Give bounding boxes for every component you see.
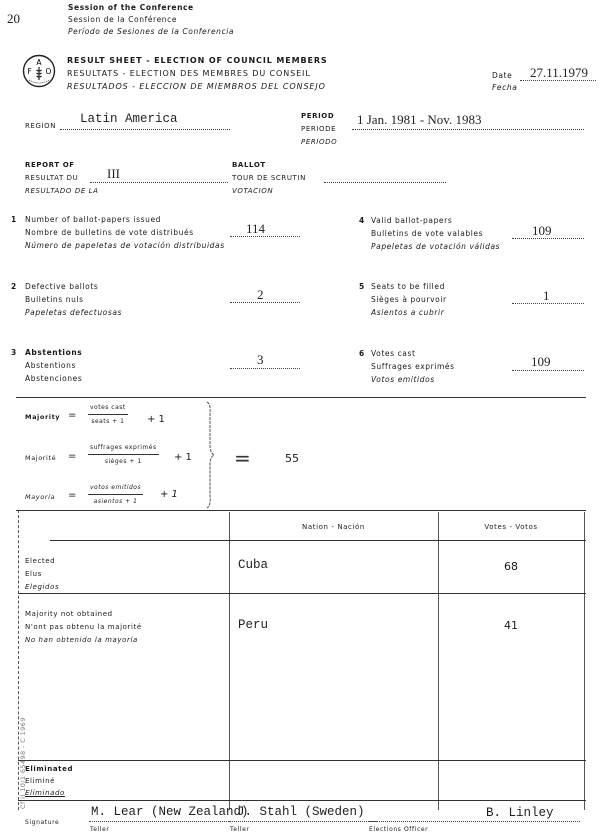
fraction-numerator: suffrages exprimés [88, 444, 159, 455]
count-label-en: Abstentions [25, 348, 83, 357]
title-fr: RESULTATS - ELECTION DES MEMBRES DU CONSEIL [67, 69, 311, 78]
nation-cell: Cuba [238, 558, 269, 572]
count-label-es: Asientos a cubrir [371, 308, 445, 317]
count-value: 109 [532, 223, 552, 238]
count-field[interactable] [512, 355, 584, 371]
plus-one: + 1 [160, 489, 178, 500]
teller1-signature-field[interactable] [89, 805, 249, 822]
fraction-denominator: seats + 1 [91, 418, 125, 425]
teller2-signature-field[interactable] [229, 805, 377, 822]
session-fr: Session de la Conférence [68, 15, 178, 24]
count-value: 3 [257, 352, 264, 367]
table-header-border [50, 540, 586, 541]
page-number: 20 [7, 11, 20, 26]
equals-sign: = [68, 410, 77, 421]
count-field[interactable] [230, 353, 300, 369]
section-label-es: No han obtenido la mayoría [25, 636, 138, 644]
fraction-denominator: asientos + 1 [93, 498, 138, 505]
count-field[interactable] [512, 290, 584, 304]
session-en: Session of the Conference [68, 3, 194, 12]
date-value: 27.11.1979 [530, 65, 589, 80]
region-value: Latin America [80, 112, 178, 126]
report-label-es: RESULTADO DE LA [25, 187, 99, 195]
section-label-es: Eliminado [25, 789, 65, 797]
count-num: 5 [359, 282, 365, 291]
count-num: 2 [11, 282, 17, 291]
period-label-en: PERIOD [301, 112, 335, 120]
logo-letter-f: F [27, 67, 32, 76]
title-en: RESULT SHEET - ELECTION OF COUNCIL MEMBERS [67, 56, 328, 65]
logo-letter-o: O [45, 67, 52, 76]
period-label-fr: PERIODE [301, 125, 337, 133]
count-label-es: Número de papeletas de votación distribuidas [25, 241, 225, 250]
nation-cell: Peru [238, 618, 269, 632]
plus-one: + 1 [174, 452, 192, 463]
count-label-fr: Abstentions [25, 361, 76, 370]
ballot-label-en: BALLOT [232, 161, 266, 169]
plus-one: + 1 [147, 414, 165, 425]
report-value: III [107, 166, 120, 181]
period-field[interactable] [352, 113, 584, 130]
count-label-en: Number of ballot-papers issued [25, 215, 162, 224]
report-label-fr: RESULTAT DU [25, 174, 79, 182]
ballot-label-fr: TOUR DE SCRUTIN [232, 174, 306, 182]
fao-logo-icon [22, 54, 56, 88]
majority-equals-sign: = [234, 446, 251, 470]
count-label-es: Votos emitidos [371, 375, 435, 384]
fraction-numerator: votos emitidos [88, 484, 143, 495]
count-num: 6 [359, 349, 365, 358]
count-label-en: Seats to be filled [371, 282, 445, 291]
fraction-numerator: votes cast [88, 404, 128, 415]
officer-role: Elections Officer [369, 826, 429, 833]
teller2-role: Teller [230, 826, 250, 833]
table-row-divider [18, 593, 586, 594]
equals-sign: = [68, 451, 77, 462]
period-value: 1 Jan. 1981 - Nov. 1983 [357, 112, 482, 127]
count-value: 114 [246, 221, 266, 236]
section-label-es: Elegidos [25, 583, 60, 591]
count-num: 4 [359, 216, 365, 225]
ballot-label-es: VOTACION [232, 187, 274, 195]
logo-letter-a: A [36, 58, 42, 67]
officer-name: B. Linley [486, 806, 554, 820]
header-votes: Votes - Votos [484, 523, 538, 531]
section-label-fr: Elus [25, 570, 42, 578]
table-col-divider-1 [229, 512, 230, 810]
table-top-border [16, 510, 586, 511]
count-label-en: Defective ballots [25, 282, 99, 291]
count-value: 2 [257, 287, 264, 302]
equals-sign: = [68, 490, 77, 501]
margin-form-code: Cf II 10/1 65498 - C 1969 [19, 717, 27, 809]
date-label-en: Date [492, 71, 513, 80]
date-label-es: Fecha [492, 83, 518, 92]
region-field[interactable] [60, 114, 230, 130]
divider-majority-top [16, 397, 586, 398]
count-label-es: Papeletas defectuosas [25, 308, 123, 317]
table-right-border [584, 512, 585, 810]
teller1-role: Teller [90, 826, 110, 833]
count-field[interactable] [230, 222, 300, 237]
majority-label: Mayoría [25, 493, 56, 501]
ballot-field[interactable] [324, 170, 446, 183]
count-label-es: Papeletas de votación válidas [371, 242, 501, 251]
count-label-fr: Suffrages exprimés [371, 362, 455, 371]
table-col-divider-2 [438, 512, 439, 810]
teller1-name: M. Lear (New Zealand) [91, 805, 249, 819]
votes-cell: 68 [504, 560, 518, 573]
majority-value: 55 [285, 452, 299, 465]
table-bottom-border [18, 800, 586, 801]
section-label-en: Elected [25, 557, 56, 565]
title-es: RESULTADOS - ELECCION DE MIEMBROS DEL CONSEJO [67, 82, 326, 91]
brace-icon [205, 400, 215, 510]
period-label-es: PERIODO [301, 138, 338, 146]
report-label-en: REPORT OF [25, 161, 75, 169]
count-num: 3 [11, 348, 17, 357]
count-num: 1 [11, 215, 17, 224]
region-label: REGION [25, 122, 57, 130]
majority-label: Majorité [25, 454, 57, 462]
count-label-fr: Sièges à pourvoir [371, 295, 447, 304]
majority-label: Majority [25, 413, 61, 421]
section-label-fr: N'ont pas obtenu la majorité [25, 623, 142, 631]
section-label-en: Eliminated [25, 765, 74, 773]
count-value: 1 [543, 288, 550, 303]
votes-cell: 41 [504, 619, 518, 632]
count-label-fr: Bulletins nuls [25, 295, 84, 304]
session-es: Período de Sesiones de la Conferencia [68, 27, 235, 36]
signature-label: Signature [25, 819, 60, 826]
count-value: 109 [531, 354, 551, 369]
report-field[interactable] [90, 168, 228, 183]
section-label-fr: Eliminé [25, 777, 56, 785]
fraction-denominator: sièges + 1 [104, 458, 142, 465]
table-row-divider [18, 760, 586, 761]
count-field[interactable] [230, 288, 300, 303]
count-label-es: Abstenciones [25, 374, 83, 383]
count-label-en: Valid ballot-papers [371, 216, 453, 225]
date-field[interactable] [520, 65, 596, 81]
count-label-fr: Nombre de bulletins de vote distribués [25, 228, 194, 237]
header-nation: Nation - Nación [302, 523, 365, 531]
count-field[interactable] [512, 224, 584, 239]
count-label-en: Votes cast [371, 349, 416, 358]
officer-signature-field[interactable] [368, 806, 580, 822]
section-label-en: Majority not obtained [25, 610, 113, 618]
teller2-name: J. Stahl (Sweden) [237, 805, 365, 819]
count-label-fr: Bulletins de vote valables [371, 229, 484, 238]
